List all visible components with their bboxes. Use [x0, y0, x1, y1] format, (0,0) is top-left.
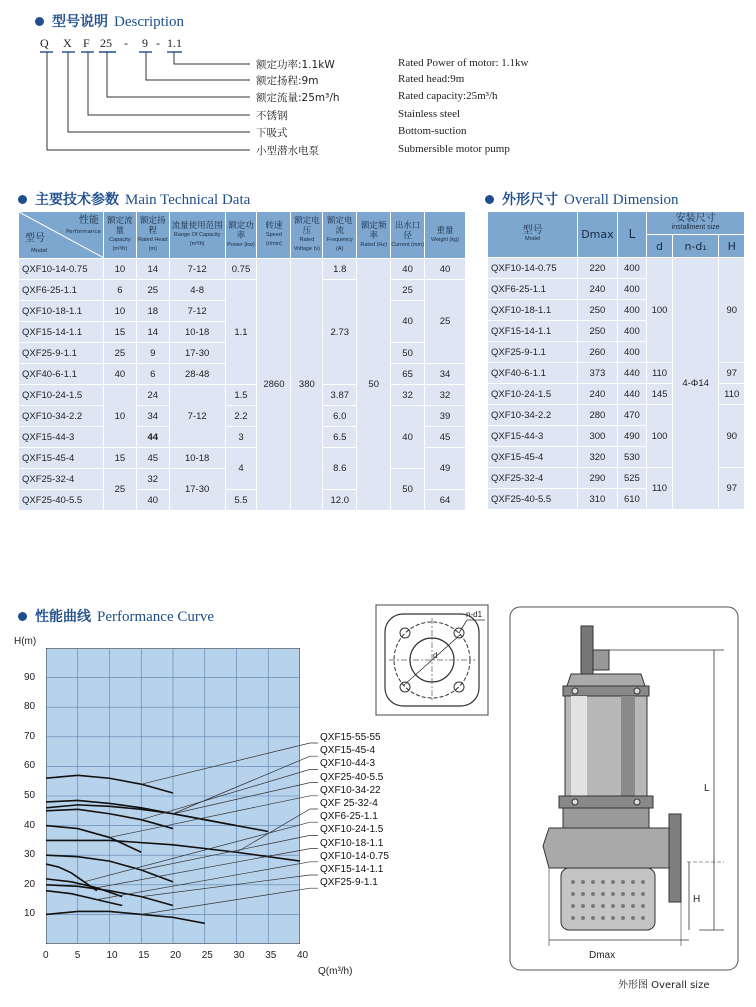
- table-cell: 110: [719, 384, 745, 405]
- curve-label: QXF15-45-4: [320, 745, 376, 757]
- table-cell: 25: [103, 469, 136, 511]
- leader-line: [141, 743, 318, 784]
- table-cell: 49: [425, 448, 466, 490]
- table-cell: 97: [719, 468, 745, 510]
- code-letter: 1.1: [167, 36, 182, 50]
- table-cell: 300: [578, 426, 617, 447]
- table-cell: 40: [425, 259, 466, 280]
- table-cell: 4-Φ14: [672, 258, 719, 510]
- table-cell: 97: [719, 363, 745, 384]
- desc-en: Stainless steel: [398, 108, 461, 120]
- table-cell: 240: [578, 384, 617, 405]
- table-cell: QXF6-25-1.1: [19, 280, 104, 301]
- table-cell: 14: [136, 322, 169, 343]
- table-cell: 6.5: [323, 427, 357, 448]
- table-cell: QXF10-34-2.2: [488, 405, 578, 426]
- col-header: 型号 Model: [488, 212, 578, 258]
- table-cell: 110: [647, 468, 672, 510]
- table-cell: 220: [578, 258, 617, 279]
- desc-en: Bottom-suction: [398, 125, 467, 137]
- curve-label: QXF15-55-55: [320, 732, 381, 743]
- table-cell: 34: [136, 406, 169, 427]
- table-cell: 400: [617, 321, 647, 342]
- col-header: d: [647, 235, 672, 258]
- table-cell: 2860: [257, 259, 291, 511]
- drawing-caption: 外形图 Overall size: [618, 980, 710, 991]
- y-tick-label: 30: [24, 849, 36, 861]
- table-cell: 28-48: [169, 364, 225, 385]
- table-cell: 32: [425, 385, 466, 406]
- table-cell: 50: [357, 259, 391, 511]
- desc-cn: 额定扬程:9m: [256, 75, 319, 87]
- table-cell: 145: [647, 384, 672, 405]
- table-cell: 250: [578, 300, 617, 321]
- table-cell: 10: [103, 301, 136, 322]
- table-cell: QXF40-6-1.1: [488, 363, 578, 384]
- x-tick-label: 30: [233, 950, 245, 961]
- col-header: Dmax: [578, 212, 617, 258]
- table-cell: QXF10-24-1.5: [19, 385, 104, 406]
- curve-label: QXF25-9-1.1: [320, 877, 378, 889]
- x-axis-label: Q(m³/h): [318, 966, 353, 977]
- curve-title: 性能曲线 Performance Curve: [18, 606, 214, 626]
- corner-top-cn: 性能: [78, 215, 99, 226]
- curve-label: QXF10-34-22: [320, 784, 381, 796]
- table-cell: 45: [425, 427, 466, 448]
- y-tick-label: 40: [24, 819, 36, 831]
- table-cell: 10: [103, 385, 136, 448]
- y-tick-label: 50: [24, 790, 36, 801]
- table-cell: 25: [103, 343, 136, 364]
- leader-line: [110, 796, 319, 838]
- curve-label: QXF10-18-1.1: [320, 837, 384, 849]
- table-cell: 40: [391, 406, 425, 469]
- table-cell: 290: [578, 468, 617, 489]
- table-cell: 440: [617, 363, 647, 384]
- table-cell: 10: [103, 259, 136, 280]
- curve-label: QXF10-24-1.5: [320, 824, 384, 836]
- table-cell: QXF25-40-5.5: [19, 490, 104, 511]
- table-cell: 34: [425, 364, 466, 385]
- table-cell: 12.0: [323, 490, 357, 511]
- table-cell: 10-18: [169, 322, 225, 343]
- table-cell: 17-30: [169, 469, 225, 511]
- table-cell: 260: [578, 342, 617, 363]
- y-axis-label: H(m): [14, 636, 37, 647]
- table-cell: 320: [578, 447, 617, 468]
- table-cell: 40: [391, 301, 425, 343]
- table-cell: 250: [578, 321, 617, 342]
- desc-en: Rated Power of motor: 1.1kw: [398, 57, 529, 69]
- side-flange: [669, 814, 681, 902]
- curve-label: QXF25-40-5.5: [320, 771, 384, 783]
- table-cell: 1.8: [323, 259, 357, 280]
- table-cell: 40: [136, 490, 169, 511]
- leader-line: [141, 875, 318, 897]
- table-cell: 6.0: [323, 406, 357, 427]
- col-header: 重量 Weight (kg): [425, 212, 466, 259]
- table-cell: 40: [103, 364, 136, 385]
- table-cell: 1.1: [225, 280, 257, 385]
- h-label: H: [693, 894, 701, 905]
- table-cell: 400: [617, 258, 647, 279]
- strainer: [561, 868, 655, 930]
- bullet-icon: [485, 195, 494, 204]
- desc-cn: 额定流量:25m³/h: [256, 92, 340, 104]
- table-cell: 490: [617, 426, 647, 447]
- col-header: 额定电流 Frequency (A): [323, 212, 357, 259]
- table-cell: 39: [425, 406, 466, 427]
- table-cell: 18: [136, 301, 169, 322]
- desc-cn: 小型潜水电泵: [256, 145, 319, 157]
- table-cell: 100: [647, 258, 672, 363]
- table-cell: QXF40-6-1.1: [19, 364, 104, 385]
- code-letter: 25: [100, 36, 112, 50]
- table-cell: 90: [719, 258, 745, 363]
- table-cell: 40: [391, 259, 425, 280]
- table-cell: 6: [103, 280, 136, 301]
- table-cell: QXF25-9-1.1: [19, 343, 104, 364]
- table-cell: 15: [103, 448, 136, 469]
- corner-top-en: Performance: [66, 229, 101, 235]
- table-cell: QXF15-14-1.1: [19, 322, 104, 343]
- curve-label: QXF10-14-0.75: [320, 850, 389, 862]
- table-cell: 400: [617, 342, 647, 363]
- table-cell: 90: [719, 405, 745, 468]
- dimension-table: [487, 211, 745, 510]
- table-cell: QXF10-14-0.75: [488, 258, 578, 279]
- table-cell: 4: [225, 448, 257, 490]
- table-cell: QXF25-32-4: [488, 468, 578, 489]
- table-cell: 25: [391, 280, 425, 301]
- y-tick-label: 20: [24, 878, 36, 890]
- corner-bottom-en: Model: [31, 248, 48, 254]
- y-tick-label: 10: [24, 908, 36, 920]
- description-title: 型号说明 Description: [35, 11, 184, 31]
- x-tick-label: 35: [265, 950, 277, 961]
- table-cell: 32: [136, 469, 169, 490]
- table-cell: 280: [578, 405, 617, 426]
- table-cell: 0.75: [225, 259, 257, 280]
- table-cell: QXF25-40-5.5: [488, 489, 578, 510]
- col-header: 额定扬程 Rated Head (m): [136, 212, 169, 259]
- desc-cn: 不锈钢: [256, 110, 288, 122]
- table-cell: 65: [391, 364, 425, 385]
- table-cell: 50: [391, 469, 425, 511]
- table-cell: 24: [136, 385, 169, 406]
- col-header: 出水口径 Current (mm): [391, 212, 425, 259]
- table-cell: 400: [617, 300, 647, 321]
- x-tick-label: 25: [201, 950, 213, 961]
- table-cell: QXF10-18-1.1: [19, 301, 104, 322]
- code-letter: -: [156, 36, 160, 50]
- d-label: d: [433, 651, 438, 660]
- curve-label: QXF10-44-3: [320, 758, 376, 770]
- table-cell: QXF10-14-0.75: [19, 259, 104, 280]
- table-cell: QXF10-24-1.5: [488, 384, 578, 405]
- table-cell: 10-18: [169, 448, 225, 469]
- nd1-label: n-d1: [466, 610, 483, 619]
- table-cell: QXF15-45-4: [488, 447, 578, 468]
- table-cell: 525: [617, 468, 647, 489]
- table-cell: 17-30: [169, 343, 225, 364]
- table-cell: QXF15-45-4: [19, 448, 104, 469]
- table-cell: 380: [291, 259, 323, 511]
- table-cell: QXF25-9-1.1: [488, 342, 578, 363]
- desc-cn: 额定功率:1.1kW: [256, 59, 335, 71]
- table-cell: 9: [136, 343, 169, 364]
- col-header: H: [719, 235, 745, 258]
- table-cell: 32: [391, 385, 425, 406]
- table-cell: 6: [136, 364, 169, 385]
- table-cell: 100: [647, 405, 672, 468]
- table-cell: 7-12: [169, 259, 225, 280]
- x-tick-label: 5: [74, 950, 81, 961]
- dmax-label: Dmax: [589, 950, 616, 961]
- table-cell: 3: [225, 427, 257, 448]
- table-cell: 1.5: [225, 385, 257, 406]
- leader-line: [173, 756, 318, 814]
- table-cell: 5.5: [225, 490, 257, 511]
- col-header: 额定频率 Rated (Hz): [357, 212, 391, 259]
- col-header: 安装尺寸 installment size: [647, 212, 745, 235]
- desc-en: Rated head:9m: [398, 73, 465, 85]
- x-tick-label: 0: [43, 950, 49, 961]
- table-cell: QXF10-18-1.1: [488, 300, 578, 321]
- code-letter: 9: [142, 36, 148, 50]
- desc-cn: 下吸式: [256, 127, 288, 139]
- y-tick-label: 80: [24, 701, 36, 713]
- col-header: 流量使用范围 Range Of Capacity (m³/h): [169, 212, 225, 259]
- table-cell: 3.87: [323, 385, 357, 406]
- x-tick-label: 10: [106, 950, 118, 961]
- table-cell: 530: [617, 447, 647, 468]
- table-cell: 110: [647, 363, 672, 384]
- y-tick-label: 70: [24, 730, 36, 742]
- corner-bottom-cn: 型号: [25, 233, 45, 244]
- col-header: n-d₁: [672, 235, 719, 258]
- code-letter: Q: [40, 36, 49, 50]
- col-header: 转速 Speed (r/min): [257, 212, 291, 259]
- table-cell: 45: [136, 448, 169, 469]
- table-cell: 400: [617, 279, 647, 300]
- table-cell: 25: [136, 280, 169, 301]
- pump-volute: [543, 828, 679, 868]
- table-cell: QXF15-44-3: [488, 426, 578, 447]
- table-cell: 310: [578, 489, 617, 510]
- desc-en: Submersible motor pump: [398, 143, 510, 155]
- table-cell: 64: [425, 490, 466, 511]
- tech-title: 主要技术参数 Main Technical Data: [18, 189, 250, 209]
- table-cell: 25: [425, 280, 466, 364]
- y-tick-label: 90: [24, 671, 36, 683]
- table-cell: 2.73: [323, 280, 357, 385]
- y-tick-label: 60: [24, 760, 36, 772]
- l-label: L: [704, 783, 710, 794]
- table-cell: 240: [578, 279, 617, 300]
- table-cell: 610: [617, 489, 647, 510]
- x-tick-label: 40: [297, 950, 309, 961]
- leader-line: [84, 822, 318, 882]
- table-cell: 50: [391, 343, 425, 364]
- leader-line: [141, 888, 318, 914]
- curve-leader-lines: [0, 0, 330, 1007]
- table-cell: 4-8: [169, 280, 225, 301]
- col-header: 额定流量 Capacity (m³/h): [103, 212, 136, 259]
- table-cell: QXF10-34-2.2: [19, 406, 104, 427]
- pump-outline-drawing: [509, 606, 739, 971]
- table-cell: 440: [617, 384, 647, 405]
- table-cell: 2.2: [225, 406, 257, 427]
- flange-drawing: [375, 604, 489, 716]
- table-cell: 44: [136, 427, 169, 448]
- code-letter: F: [83, 36, 90, 50]
- dimension-title: 外形尺寸 Overall Dimension: [485, 189, 679, 209]
- col-header: L: [617, 212, 647, 258]
- table-cell: 7-12: [169, 385, 225, 448]
- table-cell: QXF6-25-1.1: [488, 279, 578, 300]
- desc-en: Rated capacity:25m³/h: [398, 90, 498, 102]
- table-cell: QXF15-14-1.1: [488, 321, 578, 342]
- table-cell: 470: [617, 405, 647, 426]
- table-cell: 373: [578, 363, 617, 384]
- x-tick-label: 20: [170, 950, 182, 961]
- outlet-pipe: [581, 626, 593, 674]
- table-cell: QXF15-44-3: [19, 427, 104, 448]
- curve-label: QXF6-25-1.1: [320, 811, 378, 823]
- col-header: 额定功率 Power (kw): [225, 212, 257, 259]
- table-cell: 7-12: [169, 301, 225, 322]
- code-letter: -: [124, 36, 128, 50]
- x-tick-label: 15: [138, 950, 150, 961]
- table-cell: QXF25-32-4: [19, 469, 104, 490]
- table-cell: 15: [103, 322, 136, 343]
- table-cell: 14: [136, 259, 169, 280]
- code-letter: X: [63, 36, 72, 50]
- table-cell: 8.6: [323, 448, 357, 490]
- leader-line: [97, 849, 318, 888]
- col-header: 额定电压 Rated Voltage (v): [291, 212, 323, 259]
- curve-label: QXF 25-32-4: [320, 798, 378, 809]
- curve-label: QXF15-14-1.1: [320, 864, 384, 875]
